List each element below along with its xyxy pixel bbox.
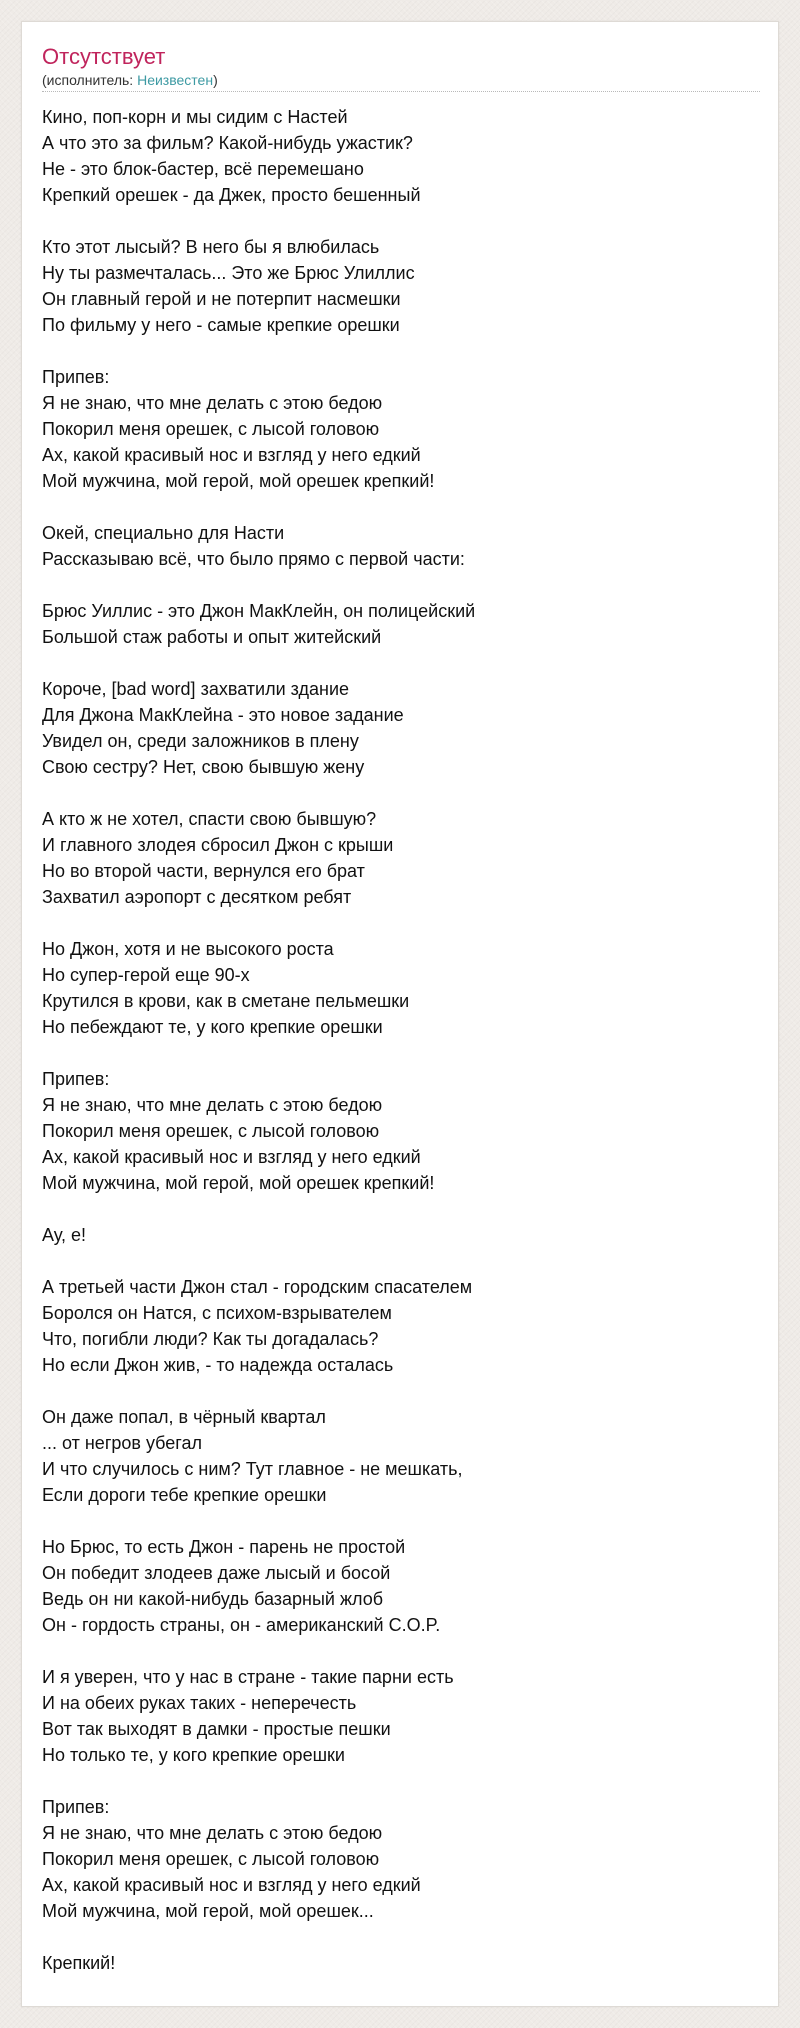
lyrics-line: Боролся он Натся, с психом-взрывателем xyxy=(42,1303,392,1323)
lyrics-line: Припев: xyxy=(42,1069,110,1089)
lyrics-line: Свою сестру? Нет, свою бывшую жену xyxy=(42,757,365,777)
lyrics-line: Но если Джон жив, - то надежда осталась xyxy=(42,1355,394,1375)
lyrics-line: Я не знаю, что мне делать с этою бедою xyxy=(42,1823,383,1843)
lyrics-line: Покорил меня орешек, с лысой головою xyxy=(42,1849,380,1869)
lyrics-stanza xyxy=(42,1794,760,1924)
lyrics-line: ... от негров убегал xyxy=(42,1433,202,1453)
lyrics-body xyxy=(42,104,760,1976)
lyrics-line: И что случилось с ним? Тут главное - не мешкать, xyxy=(42,1459,463,1479)
song-header xyxy=(42,44,760,92)
lyrics-line: Если дороги тебе крепкие орешки xyxy=(42,1485,327,1505)
lyrics-line: Но Джон, хотя и не высокого роста xyxy=(42,939,334,959)
lyrics-line: Мой мужчина, мой герой, мой орешек крепкий! xyxy=(42,1173,435,1193)
lyrics-line: Кино, поп-корн и мы сидим с Настей xyxy=(42,107,348,127)
lyrics-stanza xyxy=(42,1404,760,1508)
lyrics-line: Крутился в крови, как в сметане пельмешки xyxy=(42,991,410,1011)
lyrics-line: Ах, какой красивый нос и взгляд у него едкий xyxy=(42,445,421,465)
lyrics-stanza xyxy=(42,1534,760,1638)
lyrics-stanza xyxy=(42,104,760,208)
lyrics-line: Я не знаю, что мне делать с этою бедою xyxy=(42,1095,383,1115)
lyrics-stanza xyxy=(42,1950,760,1976)
lyrics-stanza xyxy=(42,1066,760,1196)
lyrics-line: Крепкий! xyxy=(42,1953,116,1973)
lyrics-line: Припев: xyxy=(42,1797,110,1817)
lyrics-line: Захватил аэропорт с десятком ребят xyxy=(42,887,352,907)
lyrics-line: Вот так выходят в дамки - простые пешки xyxy=(42,1719,391,1739)
lyrics-line: Покорил меня орешек, с лысой головою xyxy=(42,1121,380,1141)
lyrics-line: Окей, специально для Насти xyxy=(42,523,285,543)
lyrics-stanza xyxy=(42,520,760,572)
lyrics-line: Ведь он ни какой-нибудь базарный жлоб xyxy=(42,1589,384,1609)
lyrics-line: Ах, какой красивый нос и взгляд у него едкий xyxy=(42,1147,421,1167)
lyrics-line: Но только те, у кого крепкие орешки xyxy=(42,1745,345,1765)
lyrics-line: Рассказываю всё, что было прямо с первой части: xyxy=(42,549,465,569)
artist-line xyxy=(42,71,760,89)
lyrics-stanza xyxy=(42,364,760,494)
lyrics-line: Мой мужчина, мой герой, мой орешек... xyxy=(42,1901,374,1921)
lyrics-line: Он даже попал, в чёрный квартал xyxy=(42,1407,326,1427)
song-title: Отсутствует xyxy=(42,44,166,69)
lyrics-line: Он победит злодеев даже лысый и босой xyxy=(42,1563,391,1583)
lyrics-line: Брюс Уиллис - это Джон МакКлейн, он полицейский xyxy=(42,601,476,621)
lyrics-stanza xyxy=(42,676,760,780)
lyrics-line: И я уверен, что у нас в стране - такие парни есть xyxy=(42,1667,454,1687)
lyrics-line: Кто этот лысый? В него бы я влюбилась xyxy=(42,237,380,257)
lyrics-line: Ах, какой красивый нос и взгляд у него едкий xyxy=(42,1875,421,1895)
lyrics-stanza xyxy=(42,806,760,910)
lyrics-stanza xyxy=(42,234,760,338)
lyrics-line: А что это за фильм? Какой-нибудь ужастик? xyxy=(42,133,413,153)
lyrics-stanza xyxy=(42,1664,760,1768)
lyrics-line: Но Брюс, то есть Джон - парень не простой xyxy=(42,1537,406,1557)
lyrics-line: И главного злодея сбросил Джон с крыши xyxy=(42,835,394,855)
lyrics-stanza xyxy=(42,936,760,1040)
lyrics-line: А третьей части Джон стал - городским спасателем xyxy=(42,1277,473,1297)
lyrics-stanza xyxy=(42,598,760,650)
artist-suffix: ) xyxy=(213,72,218,88)
lyrics-stanza xyxy=(42,1222,760,1248)
lyrics-line: А кто ж не хотел, спасти свою бывшую? xyxy=(42,809,377,829)
lyrics-line: И на обеих руках таких - неперечесть xyxy=(42,1693,357,1713)
lyrics-line: Короче, [bad word] захватили здание xyxy=(42,679,350,699)
lyrics-card xyxy=(21,21,779,2007)
lyrics-line: Но супер-герой еще 90-х xyxy=(42,965,250,985)
lyrics-line: По фильму у него - самые крепкие орешки xyxy=(42,315,400,335)
lyrics-line: Он - гордость страны, он - американский C.O.P. xyxy=(42,1615,441,1635)
lyrics-line: Покорил меня орешек, с лысой головою xyxy=(42,419,380,439)
lyrics-line: Большой стаж работы и опыт житейский xyxy=(42,627,382,647)
lyrics-line: Увидел он, среди заложников в плену xyxy=(42,731,359,751)
lyrics-line: Не - это блок-бастер, всё перемешано xyxy=(42,159,364,179)
artist-link[interactable]: Неизвестен xyxy=(137,72,214,88)
lyrics-line: Что, погибли люди? Как ты догадалась? xyxy=(42,1329,379,1349)
lyrics-line: Он главный герой и не потерпит насмешки xyxy=(42,289,401,309)
artist-prefix: (исполнитель: xyxy=(42,72,138,88)
lyrics-line: Для Джона МакКлейна - это новое задание xyxy=(42,705,404,725)
lyrics-line: Крепкий орешек - да Джек, просто бешенный xyxy=(42,185,421,205)
lyrics-line: Ау, е! xyxy=(42,1225,87,1245)
lyrics-line: Припев: xyxy=(42,367,110,387)
lyrics-line: Но во второй части, вернулся его брат xyxy=(42,861,365,881)
lyrics-line: Я не знаю, что мне делать с этою бедою xyxy=(42,393,383,413)
lyrics-line: Мой мужчина, мой герой, мой орешек крепкий! xyxy=(42,471,435,491)
lyrics-stanza xyxy=(42,1274,760,1378)
lyrics-line: Ну ты размечталась... Это же Брюс Улиллис xyxy=(42,263,415,283)
lyrics-line: Но пебеждают те, у кого крепкие орешки xyxy=(42,1017,383,1037)
